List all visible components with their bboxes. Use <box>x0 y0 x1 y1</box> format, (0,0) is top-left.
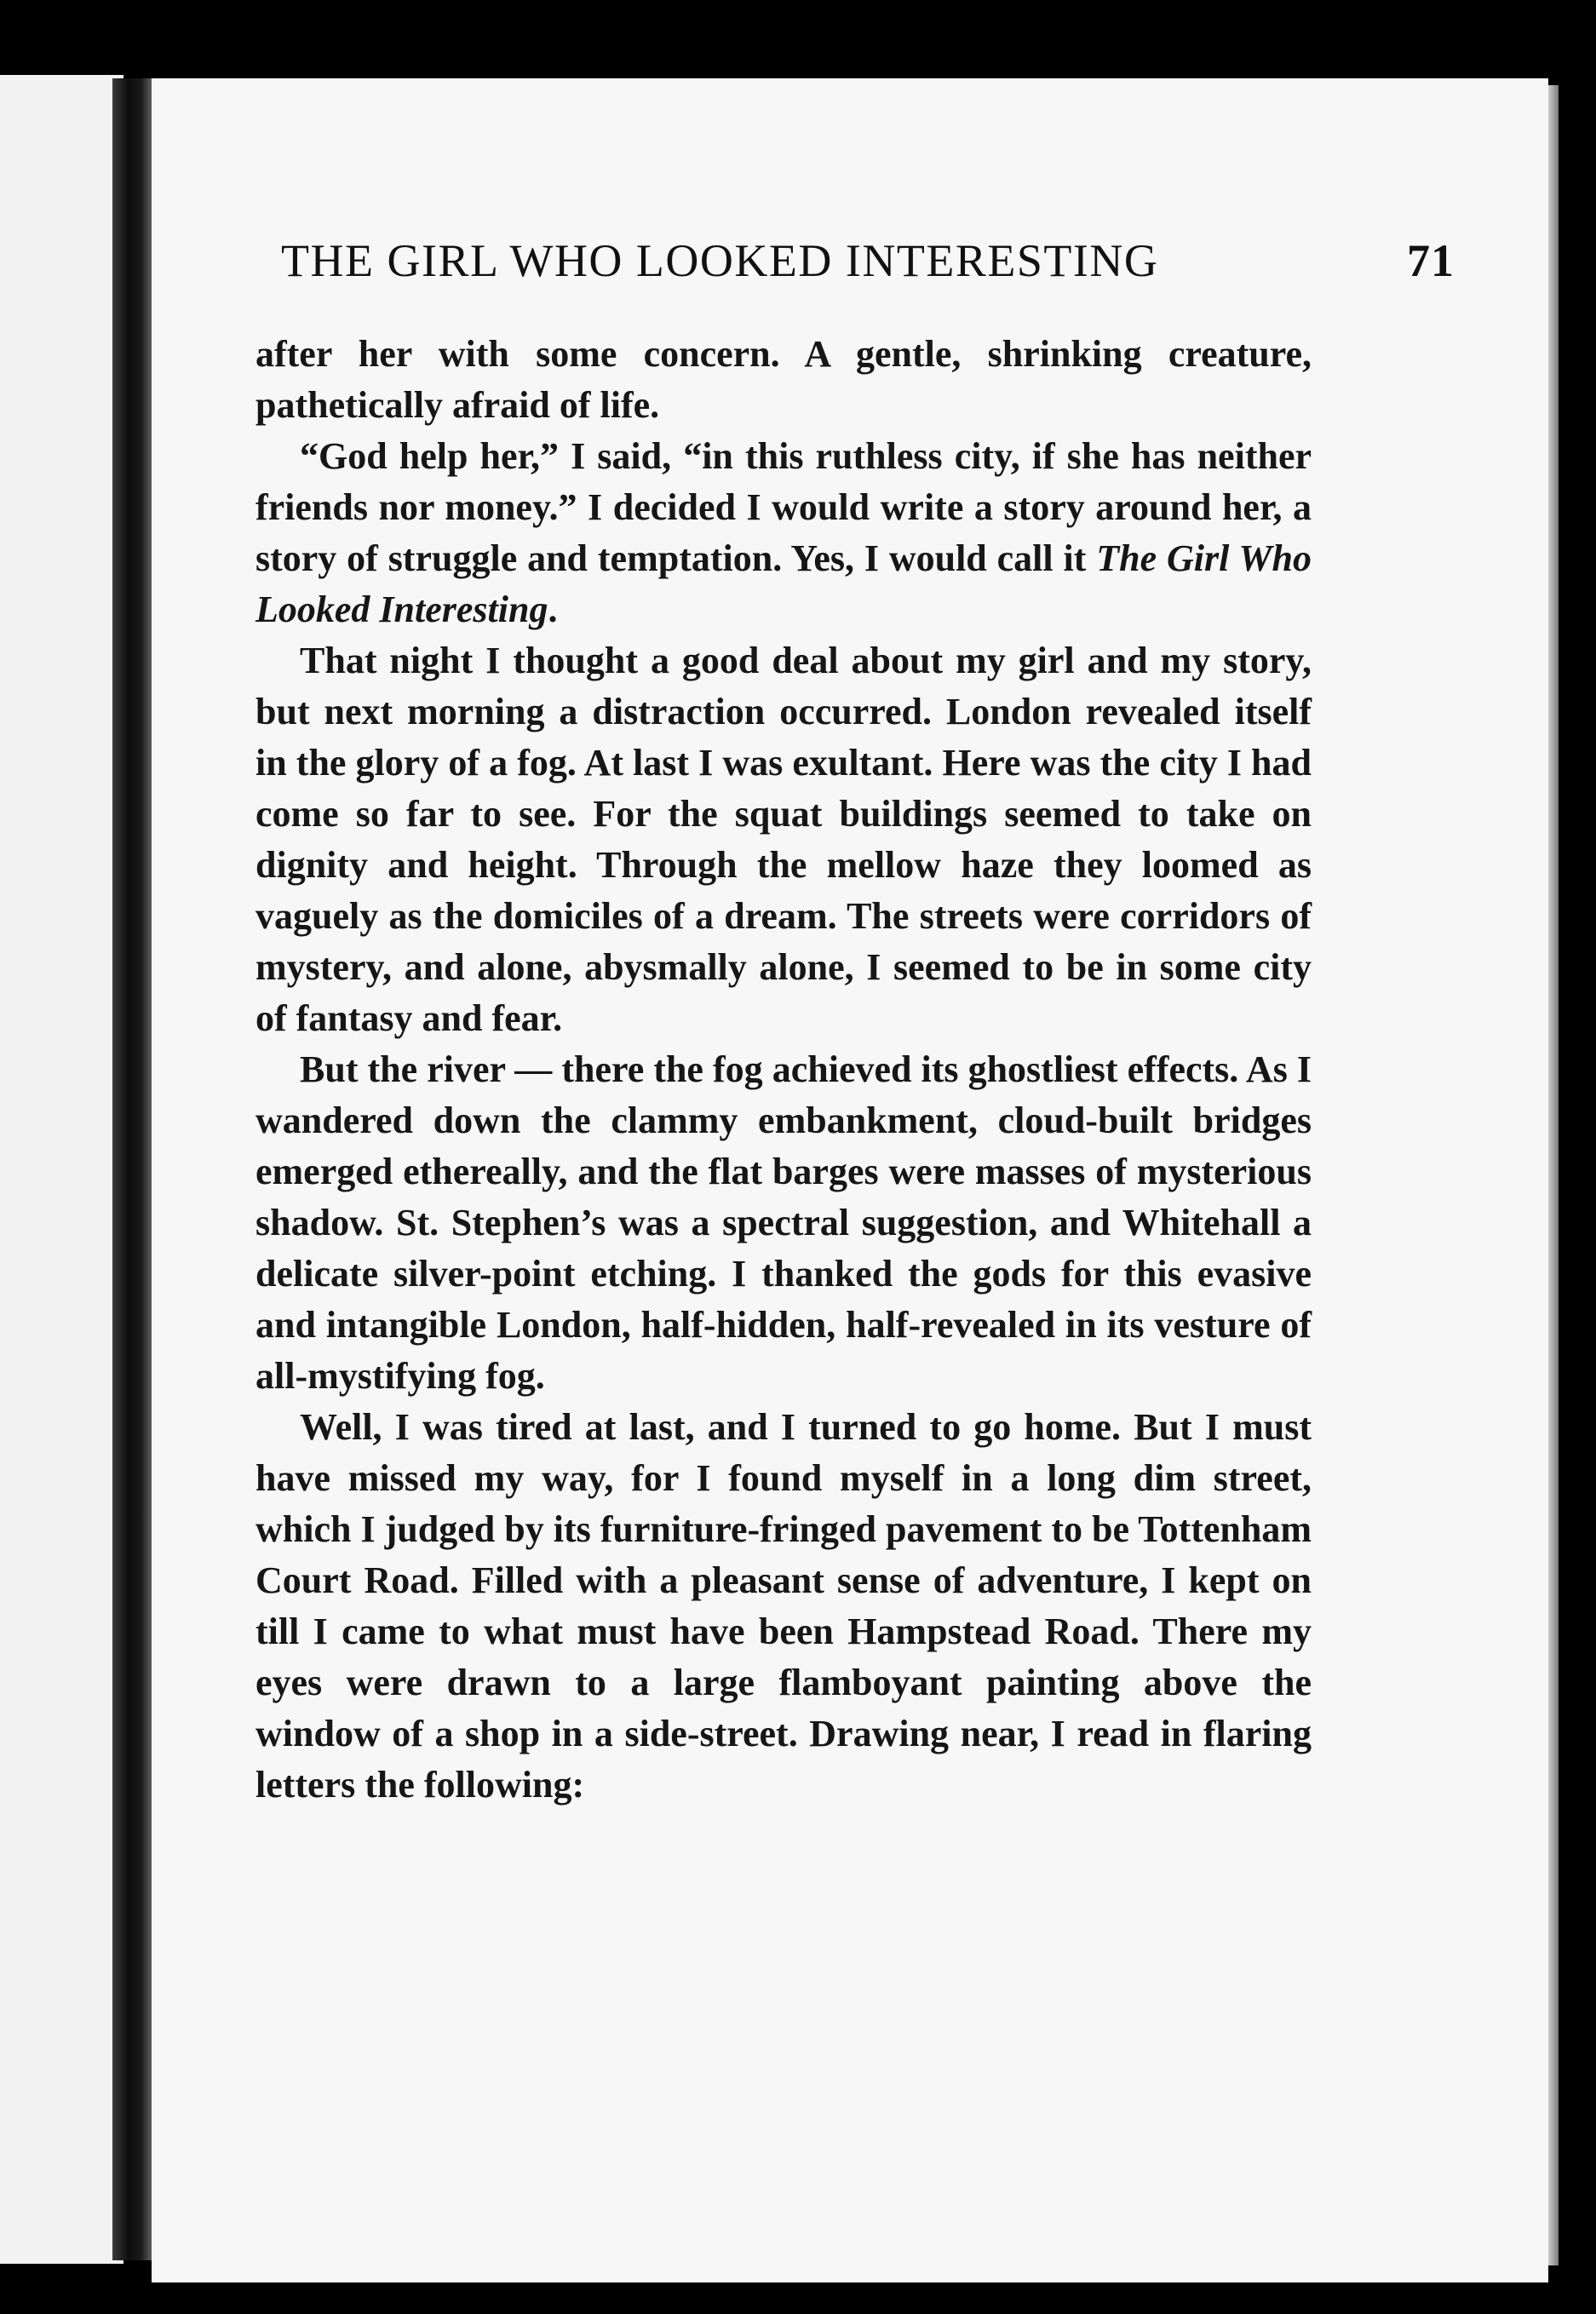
body-text <box>255 329 1312 1811</box>
page-header <box>281 234 1455 294</box>
paragraph-4: But the river — there the fog achieved its ghostliest effects. As I wandered down the clammy embankment, cloud-built bridges emerged ethereally, and the flat barges were masses of mysterious shadow. St. Stephen’s was a spectral suggestion, and Whitehall a delicate silver-point etching. I thanked the gods for this evasive and intangible London, half-hidden, half-revealed in its vesture of all-mystifying fog. <box>255 1048 1312 1397</box>
page-right-edge <box>1548 85 1559 2265</box>
paragraph-2-end: . <box>548 589 558 630</box>
facing-page-edge <box>0 75 123 2264</box>
paragraph-5: Well, I was tired at last, and I turned to go home. But I must have missed my way, for I found myself in a long dim street, which I judged by its furniture-fringed pavement to be Tottenham Court Road. Filled with a pleasant sense of adventure, I kept on till I came to what must have been Hampstead Road. There my eyes were drawn to a large flamboyant painting above the window of a shop in a side-street. Drawing near, I read in flaring letters the following: <box>255 1406 1312 1806</box>
paragraph-2 <box>255 431 1312 635</box>
page-number: 71 <box>1407 235 1455 286</box>
story-title-italic: The Girl Who Looked Interesting <box>255 537 1312 630</box>
book-gutter <box>112 78 153 2260</box>
paragraph-3: That night I thought a good deal about my girl and my story, but next morning a distraction occurred. London revealed itself in the glory of a fog. At last I was exultant. Here was the city I had come so far to see. For the squat buildings seemed to take on dignity and height. Through the mellow haze they loomed as vaguely as the domiciles of a dream. The streets were corridors of mystery, and alone, abysmally alone, I seemed to be in some city of fantasy and fear. <box>255 640 1312 1039</box>
paragraph-1: after her with some concern. A gentle, shrinking creature, pathetically afraid of life. <box>255 333 1312 426</box>
running-head: THE GIRL WHO LOOKED INTERESTING <box>281 235 1159 286</box>
book-page <box>152 78 1548 2282</box>
paragraph-2-text: “God help her,” I said, “in this ruthless city, if she has neither friends nor money.” I decided I would write a story around her, a story of struggle and temptation. Yes, I would call it <box>255 435 1312 579</box>
